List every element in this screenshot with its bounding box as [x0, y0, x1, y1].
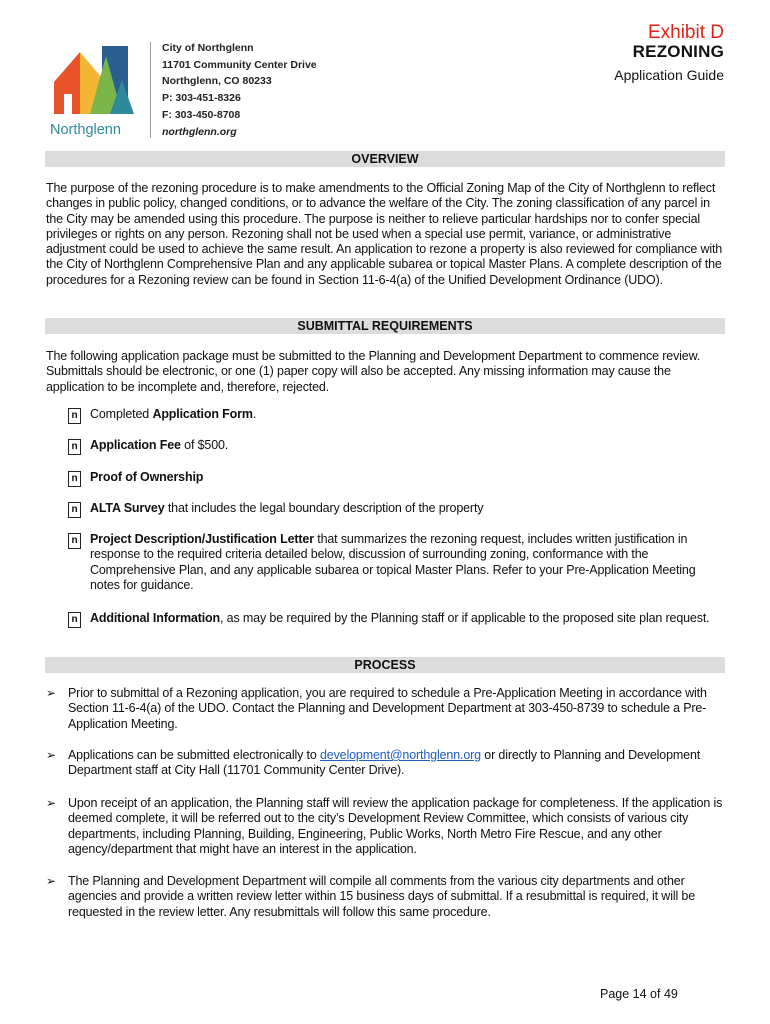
org-name: City of Northglenn [162, 42, 254, 54]
exhibit-label: Exhibit D [647, 22, 724, 43]
submittal-intro: The following application package must be submitted to the Planning and Development Department to commence review. Submittals should be electronic, or one (1) paper copy will also be accepted. Any missing information may cause the application to be incomplete and, therefore, rejected. [46, 349, 701, 394]
submittal-heading: SUBMITTAL REQUIREMENTS [45, 318, 725, 334]
overview-heading: OVERVIEW [45, 151, 725, 167]
logo-wordmark: Northglenn [50, 122, 121, 138]
org-address-line1: 11701 Community Center Drive [162, 58, 317, 71]
checkbox-icon: n [68, 502, 81, 518]
requirement-item: n Proof of Ownership [68, 470, 718, 485]
org-website: northglenn.org [162, 125, 237, 138]
header-divider [150, 42, 151, 138]
checkbox-icon: n [68, 408, 81, 424]
document-title: REZONING [632, 42, 724, 61]
checkbox-icon: n [68, 533, 81, 549]
document-subtitle: Application Guide [614, 67, 724, 83]
process-step: ➢ The Planning and Development Department will compile all comments from the various city departments and other agencies and provide a written review letter within 15 business days of submittal. If a resubmittal is required, it will be requested in the review letter. Any resubmittals will follow this same procedure. [46, 874, 695, 919]
arrow-bullet-icon: ➢ [46, 796, 57, 810]
arrow-bullet-icon: ➢ [46, 874, 57, 888]
requirement-item: n Completed Application Form. [68, 407, 718, 422]
checkbox-icon: n [68, 439, 81, 455]
process-heading: PROCESS [45, 657, 725, 673]
requirement-item: n Project Description/Justification Letter that summarizes the rezoning request, includes written justification in response to the required criteria detailed below, discussion of surrounding zoning, conformance with the Comprehensive Plan, and any applicable subarea or topical Master Plans. Refer to your Pre-Application Meeting notes for guidance. [68, 532, 718, 593]
overview-body: The purpose of the rezoning procedure is to make amendments to the Official Zoning Map of the City of Northglenn to reflect changes in public policy, changed conditions, or to advance the welfare of the City. The zoning classification of any parcel in the City may be amended using this procedure. The purpose is neither to relieve particular hardships nor to confer special privileges or rights on any person. Rezoning shall not be used when a special use permit, variance, or administrative adjustment could be used to achieve the same result. An application to rezone a property is also reviewed for compliance with the City of Northglenn Comprehensive Plan and any applicable subarea or topical Master Plans. A complete description of the procedures for a Rezoning review can be found in Section 11-6-4(a) of the Unified Development Ordinance (UDO). [46, 181, 723, 287]
arrow-bullet-icon: ➢ [46, 748, 57, 762]
org-contact-block [162, 40, 317, 140]
page-number: Page 14 of 49 [600, 987, 678, 1001]
org-address-line2: Northglenn, CO 80233 [162, 75, 272, 88]
process-step: ➢ Prior to submittal of a Rezoning application, you are required to schedule a Pre-Application Meeting in accordance with Section 11-6-4(a) of the UDO. Contact the Planning and Development Department at 303-450-8739 to schedule a Pre-Application Meeting. [46, 686, 707, 731]
arrow-bullet-icon: ➢ [46, 686, 57, 700]
email-link[interactable]: development@northglenn.org [319, 748, 481, 762]
checkbox-icon: n [68, 471, 81, 487]
process-step: ➢ Applications can be submitted electronically to development@northglenn.org or directly to Planning and Development Department staff at City Hall (11701 Community Center Drive). [46, 748, 701, 778]
org-phone: P: 303-451-8326 [162, 92, 241, 105]
process-step: ➢ Upon receipt of an application, the Planning staff will review the application package for completeness. If the application is deemed complete, it will be referred out to the city’s Development Review Committee, which consists of various city departments, including Planning, Building, Engineering, Public Works, North Metro Fire Rescue, and any other agency/department that might have an interest in the application. [46, 796, 723, 856]
northglenn-logo-mark [50, 42, 142, 142]
requirement-item: n Additional Information, as may be required by the Planning staff or if applicable to the proposed site plan request. [68, 611, 718, 626]
requirement-item: n Application Fee of $500. [68, 438, 718, 453]
checkbox-icon: n [68, 612, 81, 628]
requirement-item: n ALTA Survey that includes the legal boundary description of the property [68, 501, 718, 516]
org-fax: F: 303-450-8708 [162, 108, 241, 121]
northglenn-logo [50, 42, 142, 142]
